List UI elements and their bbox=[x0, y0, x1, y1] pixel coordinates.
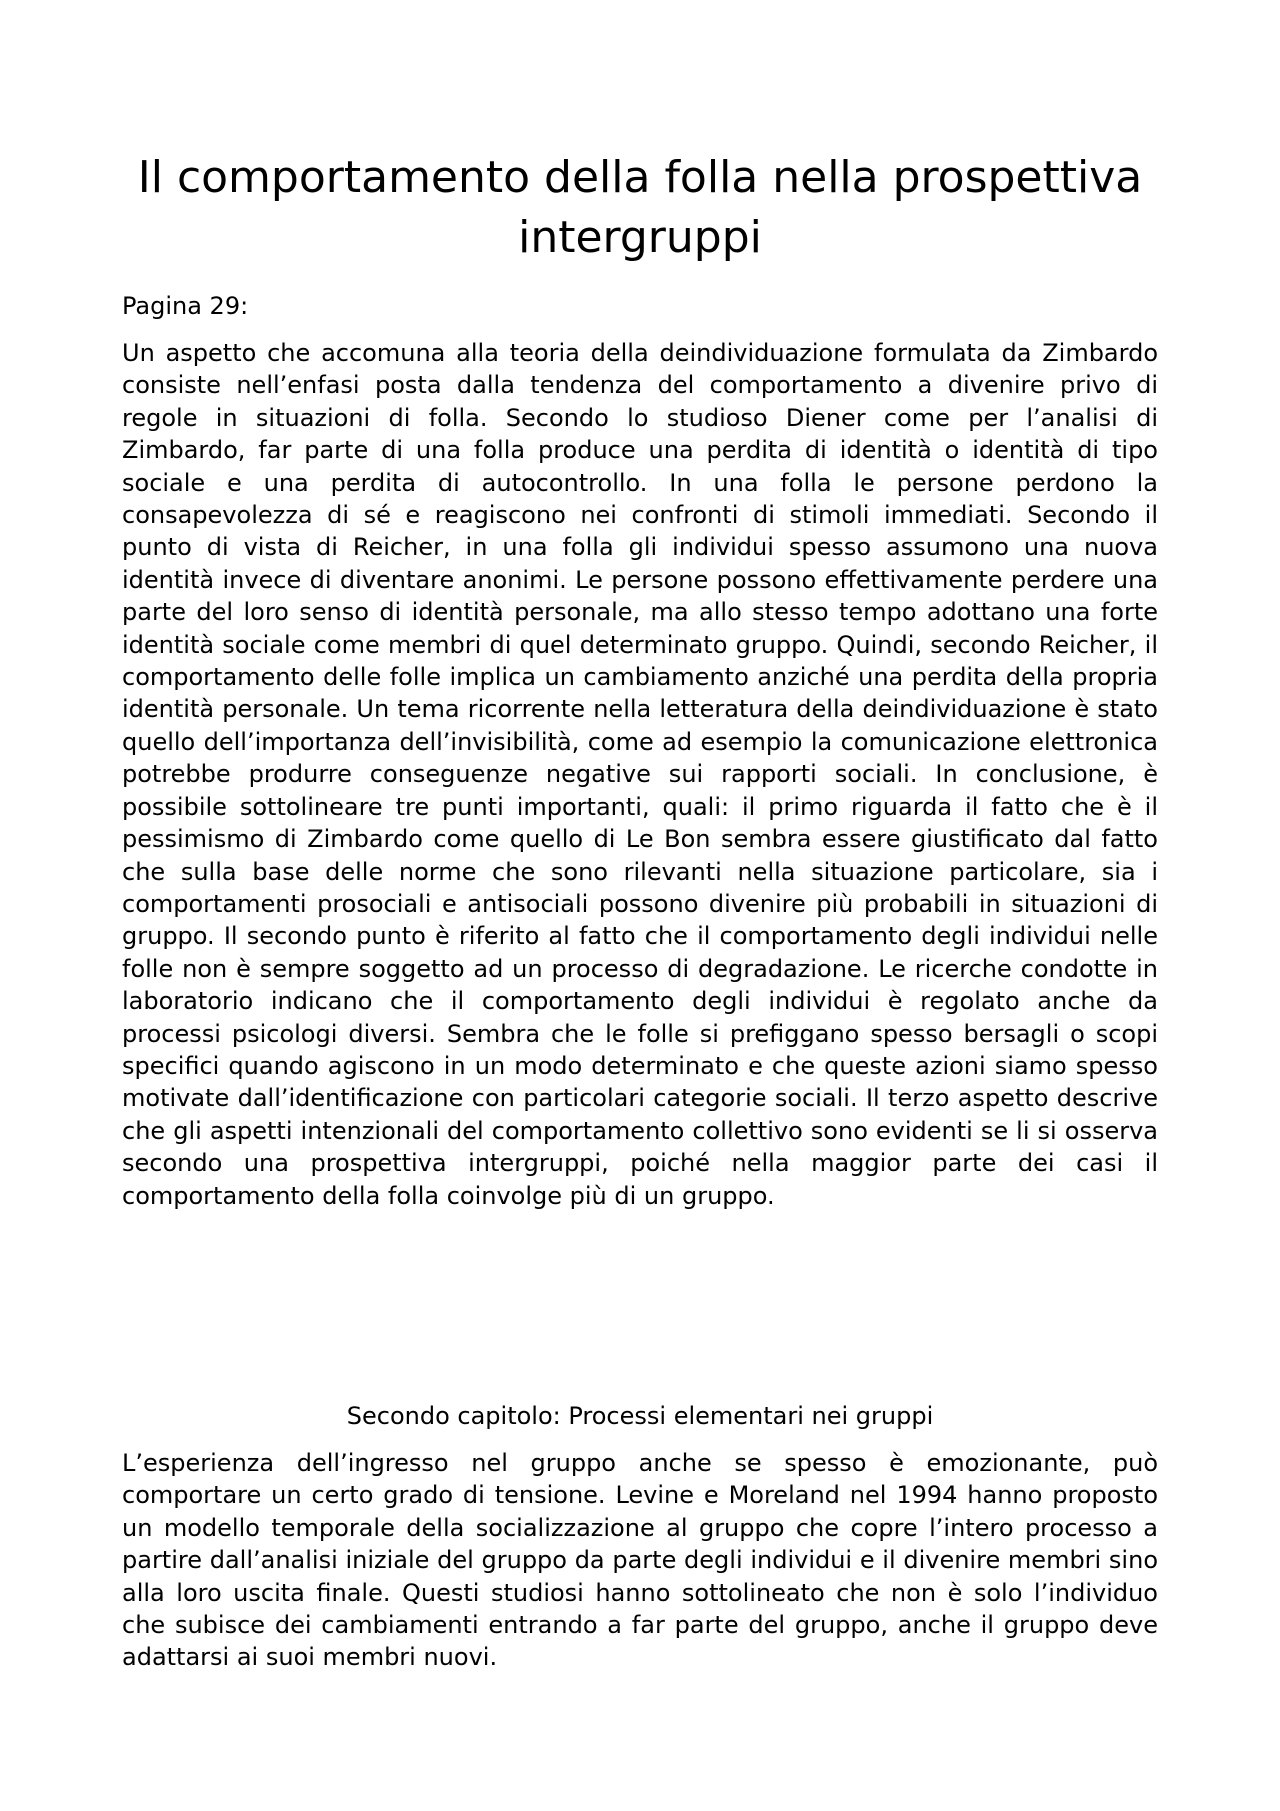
document-title: Il comportamento della folla nella prospettiva intergruppi bbox=[137, 152, 1143, 263]
paragraph-crowd-behavior: Un aspetto che accomuna alla teoria della deindividuazione formulata da Zimbardo consiste nell’enfasi posta dalla tendenza del comportamento a divenire privo di regole in situazioni di folla. Secondo lo studioso Diener come per l’analisi di Zimbardo, far parte di una folla produce una perdita di identità o identità di tipo sociale e una perdita di autocontrollo. In una folla le persone perdono la consapevolezza di sé e reagiscono nei confronti di stimoli immediati. Secondo il punto di vista di Reicher, in una folla gli individui spesso assumono una nuova identità invece di diventare anonimi. Le persone possono effettivamente perdere una parte del loro senso di identità personale, ma allo stesso tempo adottano una forte identità sociale come membri di quel determinato gruppo. Quindi, secondo Reicher, il comportamento delle folle implica un cambiamento anziché una perdita della propria identità personale. Un tema ricorrente nella letteratura della deindividuazione è stato quello dell’importanza dell’invisibilità, come ad esempio la comunicazione elettronica potrebbe produrre conseguenze negative sui rapporti sociali. In conclusione, è possibile sottolineare tre punti importanti, quali: il primo riguarda il fatto che è il pessimismo di Zimbardo come quello di Le Bon sembra essere giustificato dal fatto che sulla base delle norme che sono rilevanti nella situazione particolare, sia i comportamenti prosociali e antisociali possono divenire più probabili in situazioni di gruppo. Il secondo punto è riferito al fatto che il comportamento degli individui nelle folle non è sempre soggetto ad un processo di degradazione. Le ricerche condotte in laboratorio indicano che il comportamento degli individui è regolato anche da processi psicologi diversi. Sembra che le folle si prefiggano spesso bersagli o scopi specifici quando agiscono in un modo determinato e che queste azioni siamo spesso motivate dall’identificazione con particolari categorie sociali. Il terzo aspetto descrive che gli aspetti intenzionali del comportamento collettivo sono evidenti se li si osserva secondo una prospettiva intergruppi, poiché nella maggior parte dei casi il comportamento della folla coinvolge più di un gruppo. bbox=[122, 339, 1158, 1210]
paragraph-group-socialization: L’esperienza dell’ingresso nel gruppo anche se spesso è emozionante, può comportare un certo grado di tensione. Levine e Moreland nel 1994 hanno proposto un modello temporale della socializzazione al gruppo che copre l’intero processo a partire dall’analisi iniziale del gruppo da parte degli individui e il divenire membri sino alla loro uscita finale. Questi studiosi hanno sottolineato che non è solo l’individuo che subisce dei cambiamenti entrando a far parte del gruppo, anche il gruppo deve adattarsi ai suoi membri nuovi. bbox=[122, 1449, 1158, 1672]
chapter-heading: Secondo capitolo: Processi elementari nei gruppi bbox=[346, 1402, 934, 1430]
page-label: Pagina 29: bbox=[122, 292, 249, 320]
